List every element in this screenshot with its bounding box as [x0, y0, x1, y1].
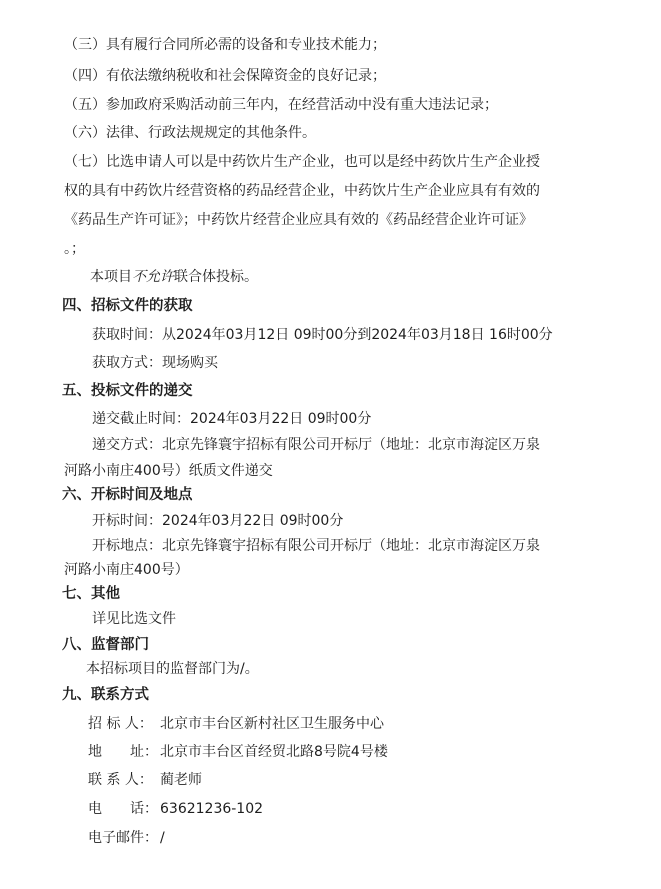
contact-label: 联 系 人： [88, 772, 153, 788]
email-value: / [160, 830, 165, 846]
qualification-item-3: （三）具有履行合同所必需的设备和专业技术能力； [64, 37, 386, 53]
phone-label: 电 话： [88, 801, 158, 817]
section-7-heading: 七、其他 [62, 586, 120, 602]
qualification-item-4: （四）有依法缴纳税收和社会保障资金的良好记录； [64, 68, 386, 84]
tenderer-value: 北京市丰台区新村社区卫生服务中心 [160, 716, 384, 732]
acquisition-method: 获取方式：现场购买 [92, 355, 218, 371]
qualification-item-7-line-1: （七）比选申请人可以是中药饮片生产企业，也可以是经中药饮片生产企业授 [64, 154, 540, 170]
submission-method-line-2: 河路小南庄400号）纸质文件递交 [64, 463, 273, 479]
qualification-item-7-line-2: 权的具有中药饮片经营资格的药品经营企业，中药饮片生产企业应具有有效的 [64, 183, 540, 199]
section-8-heading: 八、监督部门 [62, 637, 149, 653]
qualification-item-7-line-3: 《药品生产许可证》；中药饮片经营企业应具有效的《药品经营企业许可证》 [64, 212, 533, 228]
tenderer-label: 招 标 人： [88, 716, 153, 732]
contact-person [88, 771, 202, 789]
submission-deadline: 递交截止时间：2024年03月22日 09时00分 [92, 411, 372, 427]
address-label: 地 址： [88, 744, 158, 760]
section-9-heading: 九、联系方式 [62, 687, 149, 703]
acquisition-time: 获取时间：从2024年03月12日 09时00分到2024年03月18日 16时00分 [92, 327, 553, 343]
contact-email [88, 829, 165, 847]
consortium-suffix: 联合体投标。 [174, 269, 258, 285]
submission-method-line-1: 递交方式：北京先锋寰宇招标有限公司开标厅（地址：北京市海淀区万泉 [92, 437, 540, 453]
section-5-heading: 五、投标文件的递交 [62, 383, 193, 399]
qualification-item-7-line-4: 。； [64, 241, 85, 257]
supervision-text: 本招标项目的监督部门为/。 [86, 661, 259, 677]
phone-value: 63621236-102 [160, 801, 264, 817]
contact-phone [88, 800, 263, 818]
email-label: 电子邮件： [88, 830, 158, 846]
opening-place-line-1: 开标地点：北京先锋寰宇招标有限公司开标厅（地址：北京市海淀区万泉 [92, 538, 540, 554]
opening-time: 开标时间：2024年03月22日 09时00分 [92, 513, 344, 529]
section-6-heading: 六、开标时间及地点 [62, 487, 193, 503]
qualification-item-6: （六）法律、行政法规规定的其他条件。 [64, 125, 316, 141]
other-details: 详见比选文件 [92, 611, 176, 627]
qualification-item-5: （五）参加政府采购活动前三年内，在经营活动中没有重大违法记录； [64, 97, 498, 113]
consortium-emphasis: 不允许 [132, 269, 174, 285]
contact-value: 蔺老师 [160, 772, 202, 788]
contact-address [88, 743, 388, 761]
opening-place-line-2: 河路小南庄400号） [64, 562, 189, 578]
address-value: 北京市丰台区首经贸北路8号院4号楼 [160, 744, 388, 760]
consortium-note [90, 268, 258, 286]
contact-tenderer [88, 715, 384, 733]
consortium-prefix: 本项目 [90, 269, 132, 285]
section-4-heading: 四、招标文件的获取 [62, 298, 193, 314]
